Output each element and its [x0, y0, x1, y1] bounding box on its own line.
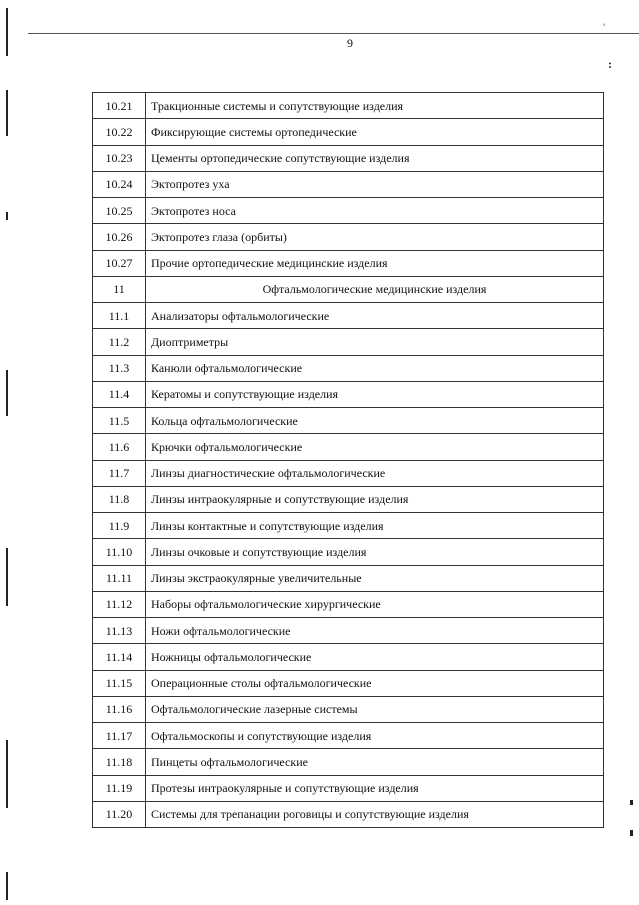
row-title: Цементы ортопедические сопутствующие изделия — [146, 145, 604, 171]
table-row — [93, 434, 604, 460]
row-title: Пинцеты офтальмологические — [146, 749, 604, 775]
binding-edge-mark — [6, 212, 8, 220]
table-row — [93, 119, 604, 145]
row-code: 11.7 — [93, 460, 146, 486]
row-code: 11.8 — [93, 486, 146, 512]
row-title: Ножницы офтальмологические — [146, 644, 604, 670]
row-title: Офтальмоскопы и сопутствующие изделия — [146, 723, 604, 749]
row-code: 11.18 — [93, 749, 146, 775]
row-title: Эктопротез глаза (орбиты) — [146, 224, 604, 250]
row-code: 11 — [93, 276, 146, 302]
table-row — [93, 696, 604, 722]
table-row — [93, 591, 604, 617]
binding-edge-mark — [6, 370, 8, 416]
row-code: 11.11 — [93, 565, 146, 591]
row-title: Операционные столы офтальмологические — [146, 670, 604, 696]
row-title: Прочие ортопедические медицинские изделия — [146, 250, 604, 276]
row-code: 11.10 — [93, 539, 146, 565]
table-row — [93, 408, 604, 434]
table-row — [93, 486, 604, 512]
table-row — [93, 775, 604, 801]
table-row — [93, 355, 604, 381]
row-title: Системы для трепанации роговицы и сопутствующие изделия — [146, 801, 604, 827]
section-header-row — [93, 276, 604, 302]
row-title: Линзы экстраокулярные увеличительные — [146, 565, 604, 591]
table-row — [93, 145, 604, 171]
header-rule — [28, 33, 639, 34]
row-code: 10.22 — [93, 119, 146, 145]
row-title: Офтальмологические лазерные системы — [146, 696, 604, 722]
binding-edge-mark — [6, 740, 8, 808]
row-title: Канюли офтальмологические — [146, 355, 604, 381]
binding-edge-mark — [6, 872, 8, 900]
table-row — [93, 460, 604, 486]
row-code: 11.17 — [93, 723, 146, 749]
row-title: Линзы контактные и сопутствующие изделия — [146, 513, 604, 539]
table-row — [93, 329, 604, 355]
row-code: 11.2 — [93, 329, 146, 355]
scan-speck — [630, 800, 633, 805]
row-code: 11.15 — [93, 670, 146, 696]
row-code: 10.23 — [93, 145, 146, 171]
table-row — [93, 749, 604, 775]
row-code: 11.4 — [93, 381, 146, 407]
row-title: Линзы диагностические офтальмологические — [146, 460, 604, 486]
row-title: Кератомы и сопутствующие изделия — [146, 381, 604, 407]
table-row — [93, 565, 604, 591]
table-row — [93, 801, 604, 827]
row-code: 11.12 — [93, 591, 146, 617]
scan-mark: : — [608, 57, 612, 71]
row-code: 11.3 — [93, 355, 146, 381]
row-title: Линзы интраокулярные и сопутствующие изделия — [146, 486, 604, 512]
table-row — [93, 723, 604, 749]
row-title: Ножи офтальмологические — [146, 618, 604, 644]
row-code: 11.1 — [93, 303, 146, 329]
table-row — [93, 171, 604, 197]
row-code: 10.24 — [93, 171, 146, 197]
row-title: Фиксирующие системы ортопедические — [146, 119, 604, 145]
row-code: 11.9 — [93, 513, 146, 539]
row-title: Тракционные системы и сопутствующие изделия — [146, 93, 604, 119]
binding-edge-mark — [6, 548, 8, 606]
table-row — [93, 93, 604, 119]
row-code: 11.6 — [93, 434, 146, 460]
table-row — [93, 198, 604, 224]
row-code: 11.16 — [93, 696, 146, 722]
table-row — [93, 250, 604, 276]
row-code: 11.14 — [93, 644, 146, 670]
table-row — [93, 644, 604, 670]
table-row — [93, 513, 604, 539]
binding-edge-mark — [6, 8, 8, 56]
row-code: 10.27 — [93, 250, 146, 276]
row-title: Эктопротез уха — [146, 171, 604, 197]
table-row — [93, 303, 604, 329]
row-code: 10.25 — [93, 198, 146, 224]
row-code: 11.20 — [93, 801, 146, 827]
row-title: Эктопротез носа — [146, 198, 604, 224]
row-title: Крючки офтальмологические — [146, 434, 604, 460]
row-title: Кольца офтальмологические — [146, 408, 604, 434]
scan-mark: ʾ — [602, 21, 606, 35]
table-row — [93, 670, 604, 696]
classification-table — [92, 92, 604, 828]
section-title: Офтальмологические медицинские изделия — [146, 276, 604, 302]
page-number: 9 — [347, 36, 353, 50]
row-title: Диоптриметры — [146, 329, 604, 355]
table-row — [93, 539, 604, 565]
table-body — [93, 93, 604, 828]
row-title: Протезы интраокулярные и сопутствующие изделия — [146, 775, 604, 801]
row-code: 10.26 — [93, 224, 146, 250]
table-row — [93, 224, 604, 250]
row-title: Линзы очковые и сопутствующие изделия — [146, 539, 604, 565]
scan-speck — [630, 830, 633, 836]
table-row — [93, 618, 604, 644]
row-code: 10.21 — [93, 93, 146, 119]
binding-edge-mark — [6, 90, 8, 136]
row-code: 11.13 — [93, 618, 146, 644]
row-title: Наборы офтальмологические хирургические — [146, 591, 604, 617]
row-code: 11.19 — [93, 775, 146, 801]
row-code: 11.5 — [93, 408, 146, 434]
table-row — [93, 381, 604, 407]
row-title: Анализаторы офтальмологические — [146, 303, 604, 329]
